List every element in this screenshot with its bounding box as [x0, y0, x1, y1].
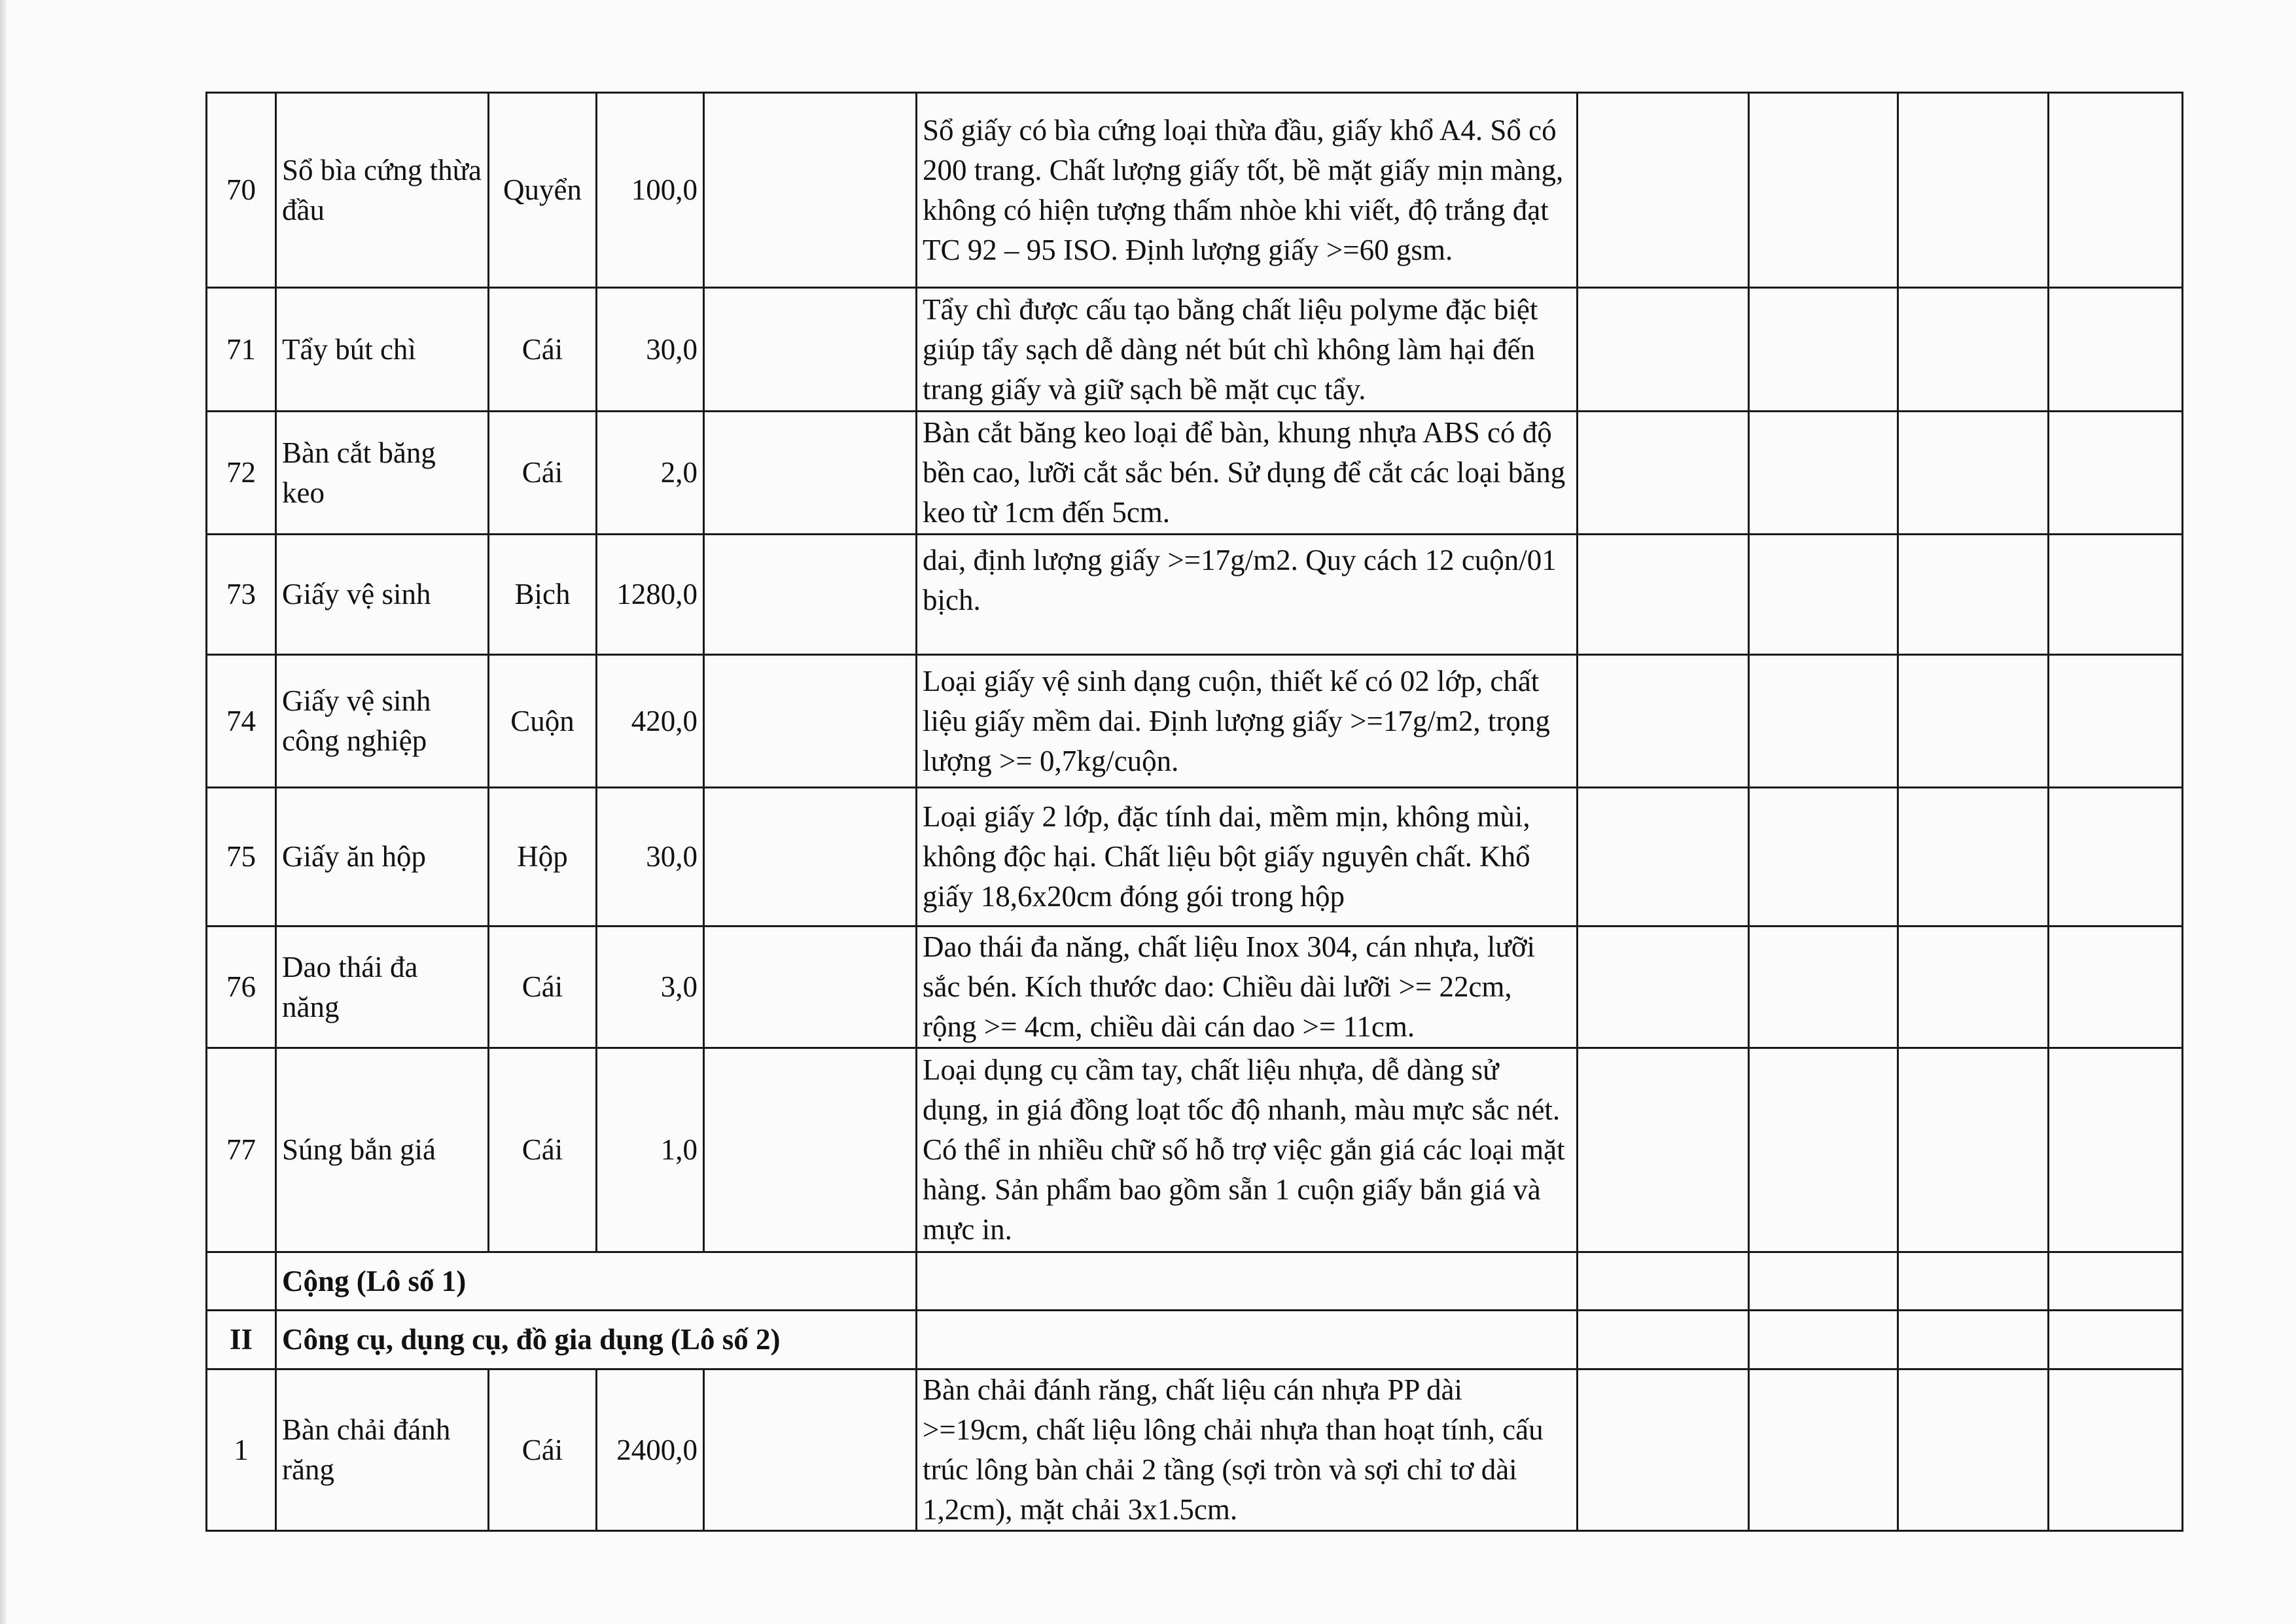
- group-header-row: [207, 1311, 2183, 1369]
- item-unit: Cái: [489, 288, 597, 412]
- empty-cell: [1898, 535, 2049, 655]
- empty-cell: [1898, 927, 2049, 1048]
- empty-cell: [2049, 288, 2183, 412]
- empty-cell: [704, 788, 917, 927]
- empty-cell: [1578, 1048, 1749, 1252]
- item-quantity: 1280,0: [597, 535, 704, 655]
- empty-cell: [1578, 535, 1749, 655]
- item-quantity: 30,0: [597, 788, 704, 927]
- empty-cell: [704, 412, 917, 535]
- item-name: Giấy vệ sinh: [276, 535, 489, 655]
- table-row: [207, 1369, 2183, 1531]
- empty-cell: [1578, 927, 1749, 1048]
- empty-cell: [704, 288, 917, 412]
- item-unit: Cái: [489, 1369, 597, 1531]
- item-unit: Cái: [489, 1048, 597, 1252]
- empty-cell: [1749, 655, 1898, 788]
- empty-cell: [1749, 1369, 1898, 1531]
- empty-cell: [2049, 93, 2183, 288]
- item-unit: Cái: [489, 412, 597, 535]
- item-name: Dao thái đa năng: [276, 927, 489, 1048]
- item-unit: Quyển: [489, 93, 597, 288]
- row-number: 75: [207, 788, 276, 927]
- item-unit: Hộp: [489, 788, 597, 927]
- item-quantity: 30,0: [597, 288, 704, 412]
- empty-cell: [704, 535, 917, 655]
- item-name: Bàn chải đánh răng: [276, 1369, 489, 1531]
- empty-cell: [1898, 1252, 2049, 1311]
- empty-cell: [1898, 1048, 2049, 1252]
- item-name: Tẩy bút chì: [276, 288, 489, 412]
- item-quantity: 3,0: [597, 927, 704, 1048]
- table-row: [207, 1048, 2183, 1252]
- empty-cell: [704, 655, 917, 788]
- empty-cell: [1749, 1048, 1898, 1252]
- item-quantity: 420,0: [597, 655, 704, 788]
- row-number: 71: [207, 288, 276, 412]
- empty-cell: [1898, 788, 2049, 927]
- row-number: 70: [207, 93, 276, 288]
- empty-cell: [1749, 788, 1898, 927]
- empty-cell: [207, 1252, 276, 1311]
- empty-cell: [1749, 535, 1898, 655]
- item-specification: Loại dụng cụ cầm tay, chất liệu nhựa, dễ dàng sử dụng, in giá đồng loạt tốc độ nhanh, màu mực sắc nét. Có thể in nhiều chữ số hỗ trợ việc gắn giá các loại mặt hàng. Sản phẩm bao gồm sẵn 1 cuộn giấy bắn giá và mực in.: [917, 1048, 1578, 1252]
- item-specification: Loại giấy 2 lớp, đặc tính dai, mềm mịn, không mùi, không độc hại. Chất liệu bột giấy nguyên chất. Khổ giấy 18,6x20cm đóng gói trong hộp: [917, 788, 1578, 927]
- item-unit: Cuộn: [489, 655, 597, 788]
- item-specification: dai, định lượng giấy >=17g/m2. Quy cách 12 cuộn/01 bịch.: [917, 535, 1578, 655]
- item-name: Giấy vệ sinh công nghiệp: [276, 655, 489, 788]
- row-number: 72: [207, 412, 276, 535]
- item-specification: Sổ giấy có bìa cứng loại thừa đầu, giấy khổ A4. Sổ có 200 trang. Chất lượng giấy tốt, bề mặt giấy mịn màng, không có hiện tượng thấm nhòe khi viết, độ trắng đạt TC 92 – 95 ISO. Định lượng giấy >=60 gsm.: [917, 93, 1578, 288]
- empty-cell: [1578, 93, 1749, 288]
- group-number: II: [207, 1311, 276, 1369]
- empty-cell: [1578, 1369, 1749, 1531]
- table-row: [207, 288, 2183, 412]
- empty-cell: [1898, 1369, 2049, 1531]
- item-name: Súng bắn giá: [276, 1048, 489, 1252]
- empty-cell: [1749, 927, 1898, 1048]
- empty-cell: [1578, 412, 1749, 535]
- empty-cell: [704, 93, 917, 288]
- item-specification: Bàn chải đánh răng, chất liệu cán nhựa PP dài >=19cm, chất liệu lông chải nhựa than hoạt tính, cấu trúc lông bàn chải 2 tầng (sợi tròn và sợi chỉ tơ dài 1,2cm), mặt chải 3x1.5cm.: [917, 1369, 1578, 1531]
- item-quantity: 1,0: [597, 1048, 704, 1252]
- group-title: Công cụ, dụng cụ, đồ gia dụng (Lô số 2): [276, 1311, 917, 1369]
- empty-cell: [2049, 535, 2183, 655]
- procurement-table: [205, 92, 2183, 1532]
- item-specification: Bàn cắt băng keo loại để bàn, khung nhựa ABS có độ bền cao, lưỡi cắt sắc bén. Sử dụng để cắt các loại băng keo từ 1cm đến 5cm.: [917, 412, 1578, 535]
- empty-cell: [2049, 412, 2183, 535]
- empty-cell: [1578, 288, 1749, 412]
- empty-cell: [1578, 1252, 1749, 1311]
- table-row: [207, 93, 2183, 288]
- scan-binding-edge: [0, 0, 7, 1624]
- item-unit: Bịch: [489, 535, 597, 655]
- empty-cell: [704, 927, 917, 1048]
- item-unit: Cái: [489, 927, 597, 1048]
- table-row: [207, 927, 2183, 1048]
- item-quantity: 100,0: [597, 93, 704, 288]
- empty-cell: [1749, 1252, 1898, 1311]
- item-specification: Tẩy chì được cấu tạo bằng chất liệu polyme đặc biệt giúp tẩy sạch dễ dàng nét bút chì không làm hại đến trang giấy và giữ sạch bề mặt cục tẩy.: [917, 288, 1578, 412]
- empty-cell: [2049, 1252, 2183, 1311]
- subtotal-label: Cộng (Lô số 1): [276, 1252, 917, 1311]
- empty-cell: [2049, 1048, 2183, 1252]
- item-quantity: 2,0: [597, 412, 704, 535]
- empty-cell: [917, 1311, 1578, 1369]
- empty-cell: [1898, 412, 2049, 535]
- empty-cell: [1749, 93, 1898, 288]
- item-name: Giấy ăn hộp: [276, 788, 489, 927]
- empty-cell: [1749, 288, 1898, 412]
- empty-cell: [1578, 1311, 1749, 1369]
- empty-cell: [1898, 1311, 2049, 1369]
- table-row: [207, 535, 2183, 655]
- table-row: [207, 788, 2183, 927]
- empty-cell: [917, 1252, 1578, 1311]
- empty-cell: [2049, 655, 2183, 788]
- empty-cell: [1749, 412, 1898, 535]
- empty-cell: [1578, 788, 1749, 927]
- empty-cell: [2049, 788, 2183, 927]
- empty-cell: [1898, 288, 2049, 412]
- row-number: 76: [207, 927, 276, 1048]
- row-number: 77: [207, 1048, 276, 1252]
- row-number: 1: [207, 1369, 276, 1531]
- item-quantity: 2400,0: [597, 1369, 704, 1531]
- item-specification: Loại giấy vệ sinh dạng cuộn, thiết kế có 02 lớp, chất liệu giấy mềm dai. Định lượng giấy >=17g/m2, trọng lượng >= 0,7kg/cuộn.: [917, 655, 1578, 788]
- row-number: 73: [207, 535, 276, 655]
- empty-cell: [1898, 655, 2049, 788]
- empty-cell: [704, 1048, 917, 1252]
- empty-cell: [1578, 655, 1749, 788]
- empty-cell: [2049, 1369, 2183, 1531]
- empty-cell: [1749, 1311, 1898, 1369]
- table-row: [207, 412, 2183, 535]
- empty-cell: [2049, 1311, 2183, 1369]
- empty-cell: [2049, 927, 2183, 1048]
- subtotal-row: [207, 1252, 2183, 1311]
- item-name: Bàn cắt băng keo: [276, 412, 489, 535]
- item-name: Sổ bìa cứng thừa đầu: [276, 93, 489, 288]
- table-row: [207, 655, 2183, 788]
- item-specification: Dao thái đa năng, chất liệu Inox 304, cán nhựa, lưỡi sắc bén. Kích thước dao: Chiều dài lưỡi >= 22cm, rộng >= 4cm, chiều dài cán dao >= 11cm.: [917, 927, 1578, 1048]
- empty-cell: [704, 1369, 917, 1531]
- row-number: 74: [207, 655, 276, 788]
- empty-cell: [1898, 93, 2049, 288]
